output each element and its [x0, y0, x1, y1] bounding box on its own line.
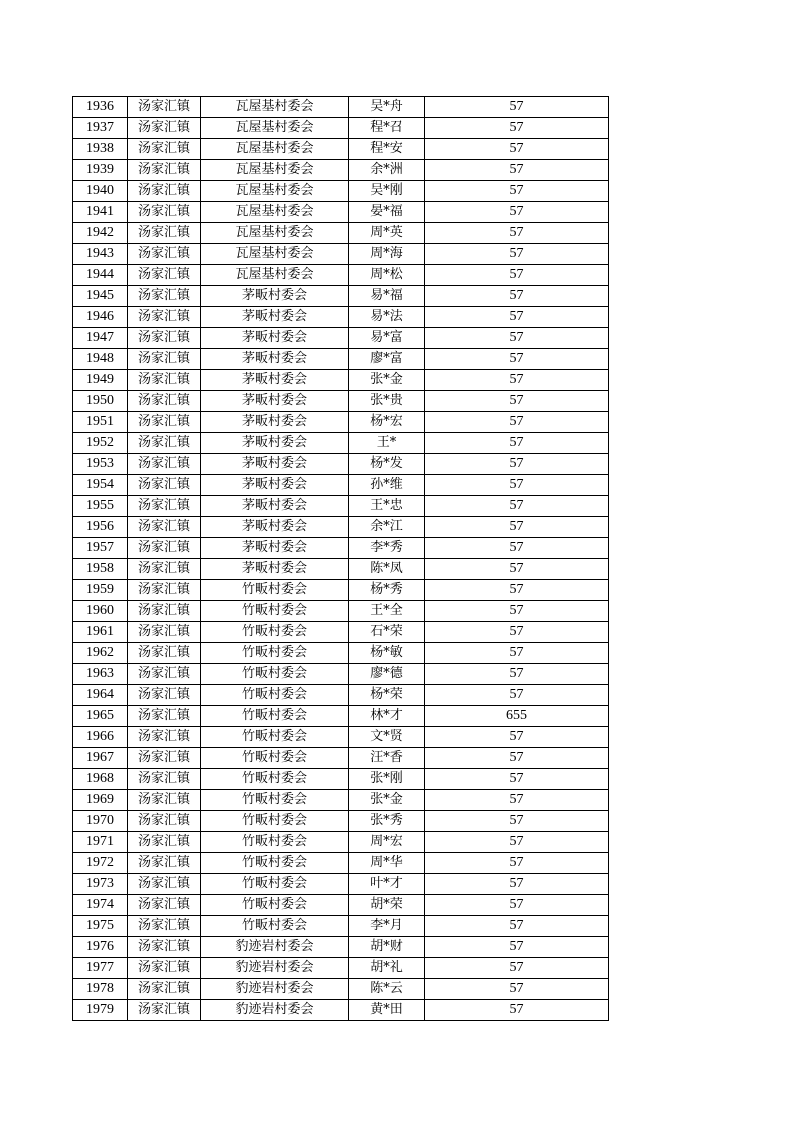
- name-cell: 黄*田: [349, 1000, 425, 1021]
- amount-cell: 57: [425, 244, 609, 265]
- town-cell: 汤家汇镇: [128, 937, 201, 958]
- table-row: [73, 454, 609, 475]
- amount-cell: 57: [425, 937, 609, 958]
- village-cell: 竹畈村委会: [201, 643, 349, 664]
- table-row: [73, 580, 609, 601]
- amount-cell: 57: [425, 181, 609, 202]
- table-row: [73, 1000, 609, 1021]
- name-cell: 吴*刚: [349, 181, 425, 202]
- table-row: [73, 475, 609, 496]
- town-cell: 汤家汇镇: [128, 517, 201, 538]
- village-cell: 瓦屋基村委会: [201, 160, 349, 181]
- village-cell: 竹畈村委会: [201, 811, 349, 832]
- village-cell: 竹畈村委会: [201, 769, 349, 790]
- village-cell: 瓦屋基村委会: [201, 181, 349, 202]
- table-row: [73, 874, 609, 895]
- town-cell: 汤家汇镇: [128, 874, 201, 895]
- table-row: [73, 496, 609, 517]
- name-cell: 陈*云: [349, 979, 425, 1000]
- amount-cell: 57: [425, 790, 609, 811]
- amount-cell: 57: [425, 454, 609, 475]
- amount-cell: 57: [425, 118, 609, 139]
- village-cell: 竹畈村委会: [201, 601, 349, 622]
- name-cell: 胡*荣: [349, 895, 425, 916]
- amount-cell: 57: [425, 97, 609, 118]
- amount-cell: 57: [425, 811, 609, 832]
- row-index-cell: 1949: [73, 370, 128, 391]
- row-index-cell: 1937: [73, 118, 128, 139]
- village-cell: 竹畈村委会: [201, 853, 349, 874]
- amount-cell: 57: [425, 223, 609, 244]
- town-cell: 汤家汇镇: [128, 748, 201, 769]
- amount-cell: 57: [425, 286, 609, 307]
- town-cell: 汤家汇镇: [128, 349, 201, 370]
- row-index-cell: 1975: [73, 916, 128, 937]
- town-cell: 汤家汇镇: [128, 328, 201, 349]
- row-index-cell: 1955: [73, 496, 128, 517]
- village-cell: 豹迹岩村委会: [201, 937, 349, 958]
- village-cell: 茅畈村委会: [201, 517, 349, 538]
- name-cell: 石*荣: [349, 622, 425, 643]
- name-cell: 杨*宏: [349, 412, 425, 433]
- table-row: [73, 412, 609, 433]
- table-row: [73, 937, 609, 958]
- row-index-cell: 1946: [73, 307, 128, 328]
- table-row: [73, 979, 609, 1000]
- name-cell: 张*金: [349, 370, 425, 391]
- town-cell: 汤家汇镇: [128, 412, 201, 433]
- amount-cell: 655: [425, 706, 609, 727]
- village-cell: 茅畈村委会: [201, 538, 349, 559]
- amount-cell: 57: [425, 160, 609, 181]
- name-cell: 周*海: [349, 244, 425, 265]
- amount-cell: 57: [425, 832, 609, 853]
- name-cell: 胡*财: [349, 937, 425, 958]
- name-cell: 晏*福: [349, 202, 425, 223]
- town-cell: 汤家汇镇: [128, 916, 201, 937]
- row-index-cell: 1956: [73, 517, 128, 538]
- row-index-cell: 1948: [73, 349, 128, 370]
- table-row: [73, 433, 609, 454]
- name-cell: 周*英: [349, 223, 425, 244]
- row-index-cell: 1972: [73, 853, 128, 874]
- table-row: [73, 643, 609, 664]
- village-cell: 竹畈村委会: [201, 748, 349, 769]
- table-row: [73, 685, 609, 706]
- village-cell: 茅畈村委会: [201, 349, 349, 370]
- amount-cell: 57: [425, 370, 609, 391]
- village-cell: 茅畈村委会: [201, 307, 349, 328]
- name-cell: 杨*荣: [349, 685, 425, 706]
- table-row: [73, 118, 609, 139]
- table-row: [73, 328, 609, 349]
- row-index-cell: 1971: [73, 832, 128, 853]
- table-row: [73, 307, 609, 328]
- town-cell: 汤家汇镇: [128, 664, 201, 685]
- name-cell: 易*福: [349, 286, 425, 307]
- table-row: [73, 958, 609, 979]
- town-cell: 汤家汇镇: [128, 202, 201, 223]
- village-cell: 竹畈村委会: [201, 664, 349, 685]
- amount-cell: 57: [425, 622, 609, 643]
- town-cell: 汤家汇镇: [128, 433, 201, 454]
- row-index-cell: 1973: [73, 874, 128, 895]
- name-cell: 易*法: [349, 307, 425, 328]
- row-index-cell: 1970: [73, 811, 128, 832]
- row-index-cell: 1952: [73, 433, 128, 454]
- town-cell: 汤家汇镇: [128, 223, 201, 244]
- name-cell: 余*江: [349, 517, 425, 538]
- name-cell: 周*宏: [349, 832, 425, 853]
- name-cell: 汪*香: [349, 748, 425, 769]
- table-row: [73, 664, 609, 685]
- town-cell: 汤家汇镇: [128, 832, 201, 853]
- row-index-cell: 1963: [73, 664, 128, 685]
- table-row: [73, 727, 609, 748]
- row-index-cell: 1960: [73, 601, 128, 622]
- amount-cell: 57: [425, 769, 609, 790]
- row-index-cell: 1966: [73, 727, 128, 748]
- village-cell: 瓦屋基村委会: [201, 244, 349, 265]
- table-row: [73, 244, 609, 265]
- amount-cell: 57: [425, 580, 609, 601]
- town-cell: 汤家汇镇: [128, 454, 201, 475]
- row-index-cell: 1954: [73, 475, 128, 496]
- town-cell: 汤家汇镇: [128, 139, 201, 160]
- name-cell: 张*秀: [349, 811, 425, 832]
- table-row: [73, 202, 609, 223]
- town-cell: 汤家汇镇: [128, 790, 201, 811]
- row-index-cell: 1959: [73, 580, 128, 601]
- village-cell: 竹畈村委会: [201, 916, 349, 937]
- table-row: [73, 559, 609, 580]
- village-cell: 竹畈村委会: [201, 685, 349, 706]
- town-cell: 汤家汇镇: [128, 538, 201, 559]
- table-row: [73, 622, 609, 643]
- amount-cell: 57: [425, 433, 609, 454]
- town-cell: 汤家汇镇: [128, 307, 201, 328]
- row-index-cell: 1942: [73, 223, 128, 244]
- name-cell: 孙*维: [349, 475, 425, 496]
- row-index-cell: 1965: [73, 706, 128, 727]
- village-cell: 竹畈村委会: [201, 622, 349, 643]
- row-index-cell: 1943: [73, 244, 128, 265]
- row-index-cell: 1950: [73, 391, 128, 412]
- village-cell: 竹畈村委会: [201, 790, 349, 811]
- village-cell: 茅畈村委会: [201, 328, 349, 349]
- amount-cell: 57: [425, 391, 609, 412]
- name-cell: 张*刚: [349, 769, 425, 790]
- table-row: [73, 853, 609, 874]
- village-cell: 豹迹岩村委会: [201, 1000, 349, 1021]
- amount-cell: 57: [425, 265, 609, 286]
- town-cell: 汤家汇镇: [128, 160, 201, 181]
- name-cell: 王*忠: [349, 496, 425, 517]
- town-cell: 汤家汇镇: [128, 475, 201, 496]
- village-cell: 茅畈村委会: [201, 496, 349, 517]
- row-index-cell: 1977: [73, 958, 128, 979]
- row-index-cell: 1968: [73, 769, 128, 790]
- name-cell: 易*富: [349, 328, 425, 349]
- table-row: [73, 160, 609, 181]
- amount-cell: 57: [425, 412, 609, 433]
- amount-cell: 57: [425, 517, 609, 538]
- name-cell: 张*贵: [349, 391, 425, 412]
- village-cell: 瓦屋基村委会: [201, 118, 349, 139]
- name-cell: 廖*富: [349, 349, 425, 370]
- name-cell: 林*才: [349, 706, 425, 727]
- name-cell: 王*: [349, 433, 425, 454]
- table-row: [73, 601, 609, 622]
- town-cell: 汤家汇镇: [128, 496, 201, 517]
- row-index-cell: 1974: [73, 895, 128, 916]
- town-cell: 汤家汇镇: [128, 979, 201, 1000]
- amount-cell: 57: [425, 139, 609, 160]
- amount-cell: 57: [425, 727, 609, 748]
- village-cell: 瓦屋基村委会: [201, 223, 349, 244]
- town-cell: 汤家汇镇: [128, 244, 201, 265]
- village-cell: 豹迹岩村委会: [201, 979, 349, 1000]
- name-cell: 杨*敏: [349, 643, 425, 664]
- town-cell: 汤家汇镇: [128, 118, 201, 139]
- table-row: [73, 769, 609, 790]
- name-cell: 李*月: [349, 916, 425, 937]
- village-cell: 茅畈村委会: [201, 475, 349, 496]
- table-row: [73, 832, 609, 853]
- amount-cell: 57: [425, 538, 609, 559]
- row-index-cell: 1964: [73, 685, 128, 706]
- name-cell: 张*金: [349, 790, 425, 811]
- village-cell: 瓦屋基村委会: [201, 97, 349, 118]
- table-row: [73, 370, 609, 391]
- name-cell: 胡*礼: [349, 958, 425, 979]
- name-cell: 文*贤: [349, 727, 425, 748]
- town-cell: 汤家汇镇: [128, 685, 201, 706]
- table-row: [73, 916, 609, 937]
- village-cell: 竹畈村委会: [201, 727, 349, 748]
- amount-cell: 57: [425, 874, 609, 895]
- name-cell: 杨*发: [349, 454, 425, 475]
- amount-cell: 57: [425, 979, 609, 1000]
- amount-cell: 57: [425, 349, 609, 370]
- row-index-cell: 1938: [73, 139, 128, 160]
- name-cell: 李*秀: [349, 538, 425, 559]
- village-cell: 瓦屋基村委会: [201, 139, 349, 160]
- amount-cell: 57: [425, 307, 609, 328]
- table-row: [73, 97, 609, 118]
- amount-cell: 57: [425, 328, 609, 349]
- row-index-cell: 1979: [73, 1000, 128, 1021]
- town-cell: 汤家汇镇: [128, 853, 201, 874]
- town-cell: 汤家汇镇: [128, 97, 201, 118]
- amount-cell: 57: [425, 685, 609, 706]
- town-cell: 汤家汇镇: [128, 1000, 201, 1021]
- row-index-cell: 1945: [73, 286, 128, 307]
- town-cell: 汤家汇镇: [128, 622, 201, 643]
- table-row: [73, 391, 609, 412]
- table-row: [73, 181, 609, 202]
- name-cell: 吴*舟: [349, 97, 425, 118]
- table-row: [73, 517, 609, 538]
- row-index-cell: 1953: [73, 454, 128, 475]
- name-cell: 程*召: [349, 118, 425, 139]
- amount-cell: 57: [425, 853, 609, 874]
- table-row: [73, 706, 609, 727]
- name-cell: 廖*德: [349, 664, 425, 685]
- town-cell: 汤家汇镇: [128, 958, 201, 979]
- name-cell: 杨*秀: [349, 580, 425, 601]
- row-index-cell: 1962: [73, 643, 128, 664]
- table-row: [73, 790, 609, 811]
- table-row: [73, 895, 609, 916]
- amount-cell: 57: [425, 1000, 609, 1021]
- town-cell: 汤家汇镇: [128, 391, 201, 412]
- village-cell: 茅畈村委会: [201, 433, 349, 454]
- row-index-cell: 1936: [73, 97, 128, 118]
- row-index-cell: 1961: [73, 622, 128, 643]
- town-cell: 汤家汇镇: [128, 580, 201, 601]
- town-cell: 汤家汇镇: [128, 181, 201, 202]
- table-row: [73, 349, 609, 370]
- amount-cell: 57: [425, 916, 609, 937]
- row-index-cell: 1941: [73, 202, 128, 223]
- row-index-cell: 1958: [73, 559, 128, 580]
- row-index-cell: 1947: [73, 328, 128, 349]
- village-cell: 茅畈村委会: [201, 412, 349, 433]
- table-row: [73, 811, 609, 832]
- village-cell: 竹畈村委会: [201, 580, 349, 601]
- amount-cell: 57: [425, 202, 609, 223]
- table-row: [73, 223, 609, 244]
- town-cell: 汤家汇镇: [128, 265, 201, 286]
- town-cell: 汤家汇镇: [128, 643, 201, 664]
- amount-cell: 57: [425, 559, 609, 580]
- village-cell: 茅畈村委会: [201, 286, 349, 307]
- amount-cell: 57: [425, 475, 609, 496]
- row-index-cell: 1939: [73, 160, 128, 181]
- row-index-cell: 1944: [73, 265, 128, 286]
- town-cell: 汤家汇镇: [128, 286, 201, 307]
- amount-cell: 57: [425, 496, 609, 517]
- table-row: [73, 748, 609, 769]
- town-cell: 汤家汇镇: [128, 706, 201, 727]
- data-table-body: [73, 97, 609, 1021]
- village-cell: 茅畈村委会: [201, 454, 349, 475]
- row-index-cell: 1976: [73, 937, 128, 958]
- name-cell: 周*松: [349, 265, 425, 286]
- town-cell: 汤家汇镇: [128, 727, 201, 748]
- town-cell: 汤家汇镇: [128, 601, 201, 622]
- name-cell: 王*全: [349, 601, 425, 622]
- village-cell: 竹畈村委会: [201, 874, 349, 895]
- town-cell: 汤家汇镇: [128, 370, 201, 391]
- town-cell: 汤家汇镇: [128, 559, 201, 580]
- amount-cell: 57: [425, 643, 609, 664]
- amount-cell: 57: [425, 748, 609, 769]
- name-cell: 叶*才: [349, 874, 425, 895]
- row-index-cell: 1940: [73, 181, 128, 202]
- row-index-cell: 1967: [73, 748, 128, 769]
- name-cell: 陈*凤: [349, 559, 425, 580]
- table-row: [73, 538, 609, 559]
- amount-cell: 57: [425, 958, 609, 979]
- village-cell: 竹畈村委会: [201, 706, 349, 727]
- table-row: [73, 265, 609, 286]
- name-cell: 周*华: [349, 853, 425, 874]
- name-cell: 程*安: [349, 139, 425, 160]
- row-index-cell: 1969: [73, 790, 128, 811]
- row-index-cell: 1951: [73, 412, 128, 433]
- amount-cell: 57: [425, 895, 609, 916]
- village-cell: 竹畈村委会: [201, 832, 349, 853]
- village-cell: 茅畈村委会: [201, 391, 349, 412]
- village-cell: 豹迹岩村委会: [201, 958, 349, 979]
- row-index-cell: 1978: [73, 979, 128, 1000]
- row-index-cell: 1957: [73, 538, 128, 559]
- town-cell: 汤家汇镇: [128, 811, 201, 832]
- village-cell: 茅畈村委会: [201, 370, 349, 391]
- town-cell: 汤家汇镇: [128, 895, 201, 916]
- town-cell: 汤家汇镇: [128, 769, 201, 790]
- table-row: [73, 139, 609, 160]
- village-cell: 瓦屋基村委会: [201, 265, 349, 286]
- name-cell: 余*洲: [349, 160, 425, 181]
- village-cell: 瓦屋基村委会: [201, 202, 349, 223]
- village-cell: 茅畈村委会: [201, 559, 349, 580]
- data-table: [72, 96, 609, 1021]
- village-cell: 竹畈村委会: [201, 895, 349, 916]
- table-row: [73, 286, 609, 307]
- amount-cell: 57: [425, 664, 609, 685]
- amount-cell: 57: [425, 601, 609, 622]
